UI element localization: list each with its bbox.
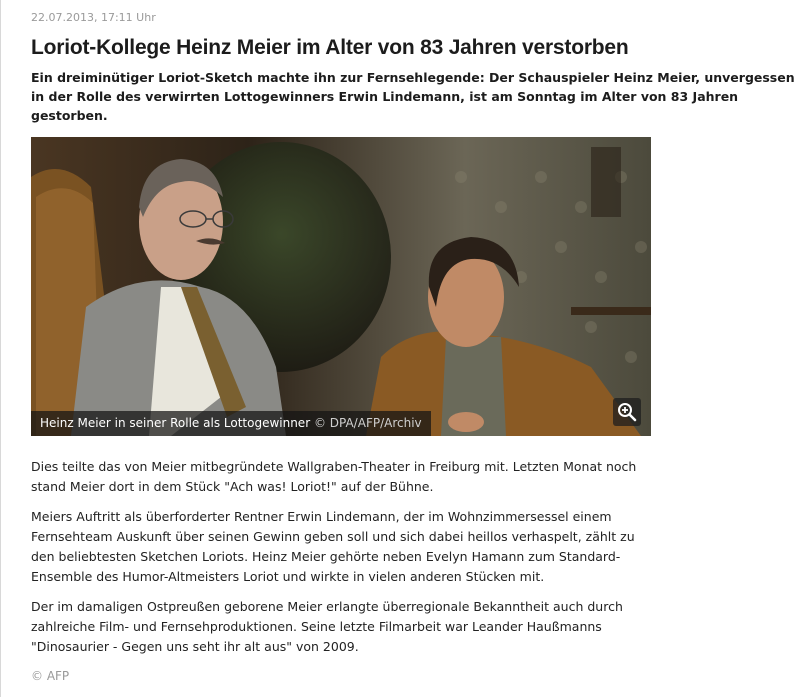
magnifier-plus-icon [617,402,637,422]
article-headline: Loriot-Kollege Heinz Meier im Alter von 83 Jahren verstorben [31,36,629,59]
article-paragraph: Meiers Auftritt als überforderter Rentner Erwin Lindemann, der im Wohnzimmersessel einem Fernsehteam Auskunft über seinen Gewinn geben soll und sich dabei heillos verhaspelt, zählt zu den beliebtesten Sketchen Loriots. Heinz Meier gehörte neben Evelyn Hamann zum Standard-Ensemble des Humor-Altmeisters Loriot und wirkte in vielen anderen Stücken mit. [31,509,635,584]
article-paragraph: Dies teilte das von Meier mitbegründete Wallgraben-Theater in Freiburg mit. Letzten Monat noch stand Meier dort in dem Stück "Ach was! Loriot!" auf der Bühne. [31,459,637,494]
page-left-border [0,0,1,697]
photo-scene [31,137,651,436]
article-source: © AFP [31,669,70,683]
photo-credit: © DPA/AFP/Archiv [313,416,422,430]
article-paragraph: Der im damaligen Ostpreußen geborene Meier erlangte überregionale Bekanntheit auch durch zahlreiche Film- und Fernsehproduktionen. Seine letzte Filmarbeit war Leander Haußmanns "Dinosaurier - Gegen uns seht ihr alt aus" von 2009. [31,599,623,654]
article-photo[interactable] [31,137,651,436]
article-timestamp: 22.07.2013, 17:11 Uhr [31,11,156,24]
photo-caption [31,411,431,436]
zoom-image-button[interactable] [613,398,641,426]
photo-caption-text: Heinz Meier in seiner Rolle als Lottogewinner [40,416,311,430]
article-lead: Ein dreiminütiger Loriot-Sketch machte ihn zur Fernsehlegende: Der Schauspieler Heinz Meier, unvergessen in der Rolle des verwirrten Lottogewinners Erwin Lindemann, ist am Sonntag im Alter von 83 Jahren gestorben. [31,70,795,123]
